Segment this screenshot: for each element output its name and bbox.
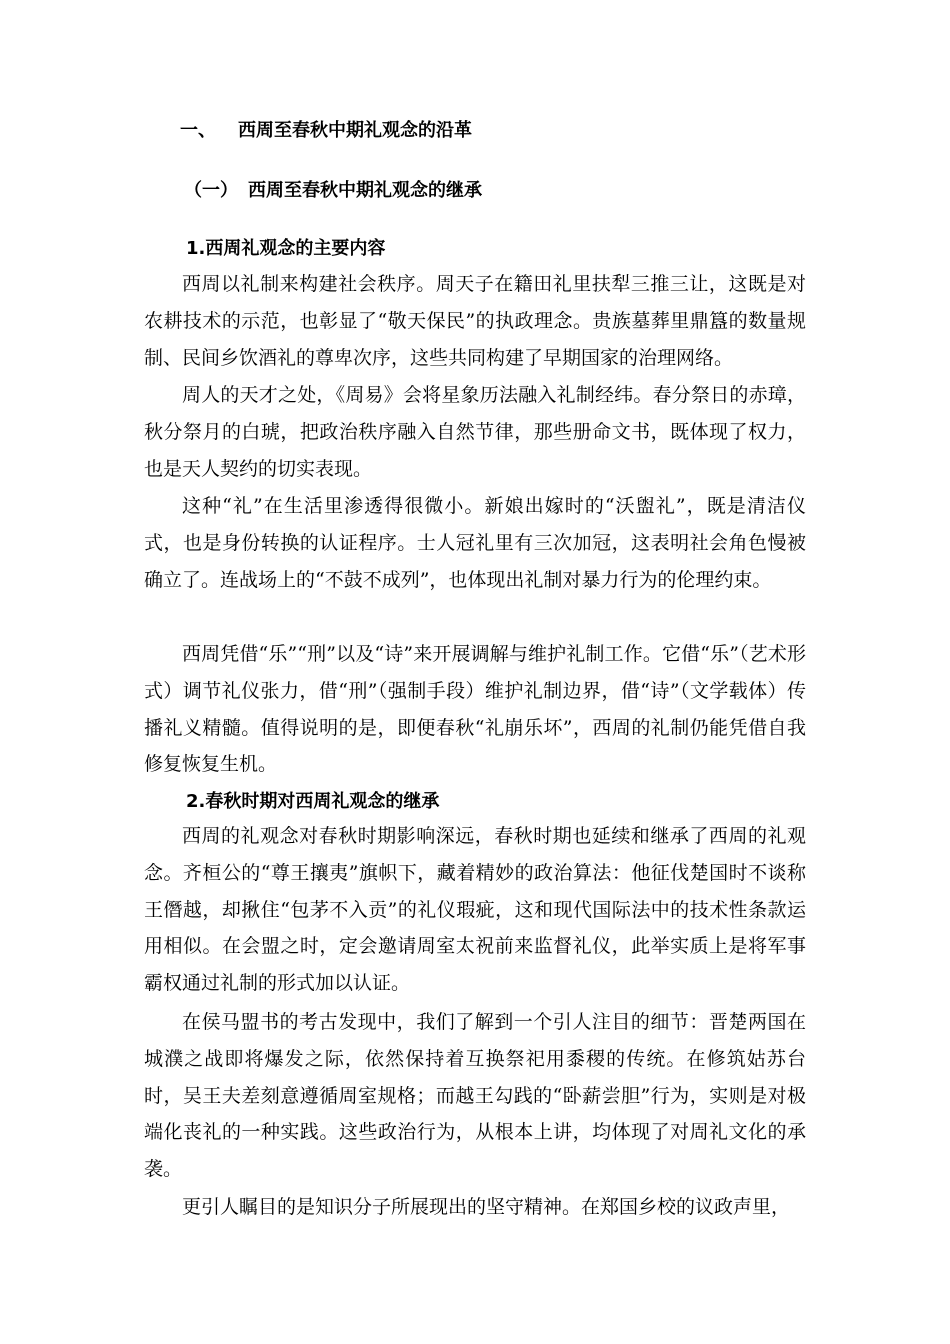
paragraph: 这种“礼”在生活里渗透得很微小。新娘出嫁时的“沃盥礼”，既是清洁仪式，也是身份转换的认证程序。士人冠礼里有三次加冠，这表明社会角色慢被确立了。连战场上的“不鼓不成列”，也体现出礼制对暴力行为的伦理约束。	[144, 495, 806, 591]
paragraph: 更引人瞩目的是知识分子所展现出的坚守精神。在郑国乡校的议政声里，	[182, 1196, 791, 1218]
subsection-heading-2: 2.春秋时期对西周礼观念的继承	[186, 791, 440, 812]
subsection-heading-1: 1.西周礼观念的主要内容	[186, 238, 386, 259]
chapter-number: 一、	[180, 120, 216, 141]
paragraph: 周人的天才之处，《周易》会将星象历法融入礼制经纬。春分祭日的赤璋，秋分祭月的白琥，把政治秩序融入自然节律，那些册命文书，既体现了权力，也是天人契约的切实表现。	[144, 384, 806, 480]
section-heading	[184, 178, 482, 204]
paragraph: 西周以礼制来构建社会秩序。周天子在籍田礼里扶犁三推三让，这既是对农耕技术的示范，也彰显了“敬天保民”的执政理念。贵族墓葬里鼎簋的数量规制、民间乡饮酒礼的尊卑次序，这些共同构建了早期国家的治理网络。	[144, 273, 806, 369]
chapter-heading	[180, 118, 472, 144]
chapter-title: 西周至春秋中期礼观念的沿革	[238, 120, 472, 141]
paragraph: 西周的礼观念对春秋时期影响深远，春秋时期也延续和继承了西周的礼观念。齐桓公的“尊王攘夷”旗帜下，藏着精妙的政治算法：他征伐楚国时不谈称王僭越，却揪住“包茅不入贡”的礼仪瑕疵，这和现代国际法中的技术性条款运用相似。在会盟之时，定会邀请周室太祝前来监督礼仪，此举实质上是将军事霸权通过礼制的形式加以认证。	[144, 825, 806, 995]
section-number: （一）	[184, 180, 238, 201]
section-title: 西周至春秋中期礼观念的继承	[248, 180, 482, 201]
paragraph: 西周凭借“乐”“刑”以及“诗”来开展调解与维护礼制工作。它借“乐”（艺术形式）调节礼仪张力，借“刑”（强制手段）维护礼制边界，借“诗”（文学载体）传播礼义精髓。值得说明的是，即便春秋“礼崩乐坏”，西周的礼制仍能凭借自我修复恢复生机。	[144, 643, 806, 776]
paragraph: 在侯马盟书的考古发现中，我们了解到一个引人注目的细节：晋楚两国在城濮之战即将爆发之际，依然保持着互换祭祀用黍稷的传统。在修筑姑苏台时，吴王夫差刻意遵循周室规格；而越王勾践的“卧薪尝胆”行为，实则是对极端化丧礼的一种实践。这些政治行为，从根本上讲，均体现了对周礼文化的承袭。	[144, 1011, 806, 1181]
